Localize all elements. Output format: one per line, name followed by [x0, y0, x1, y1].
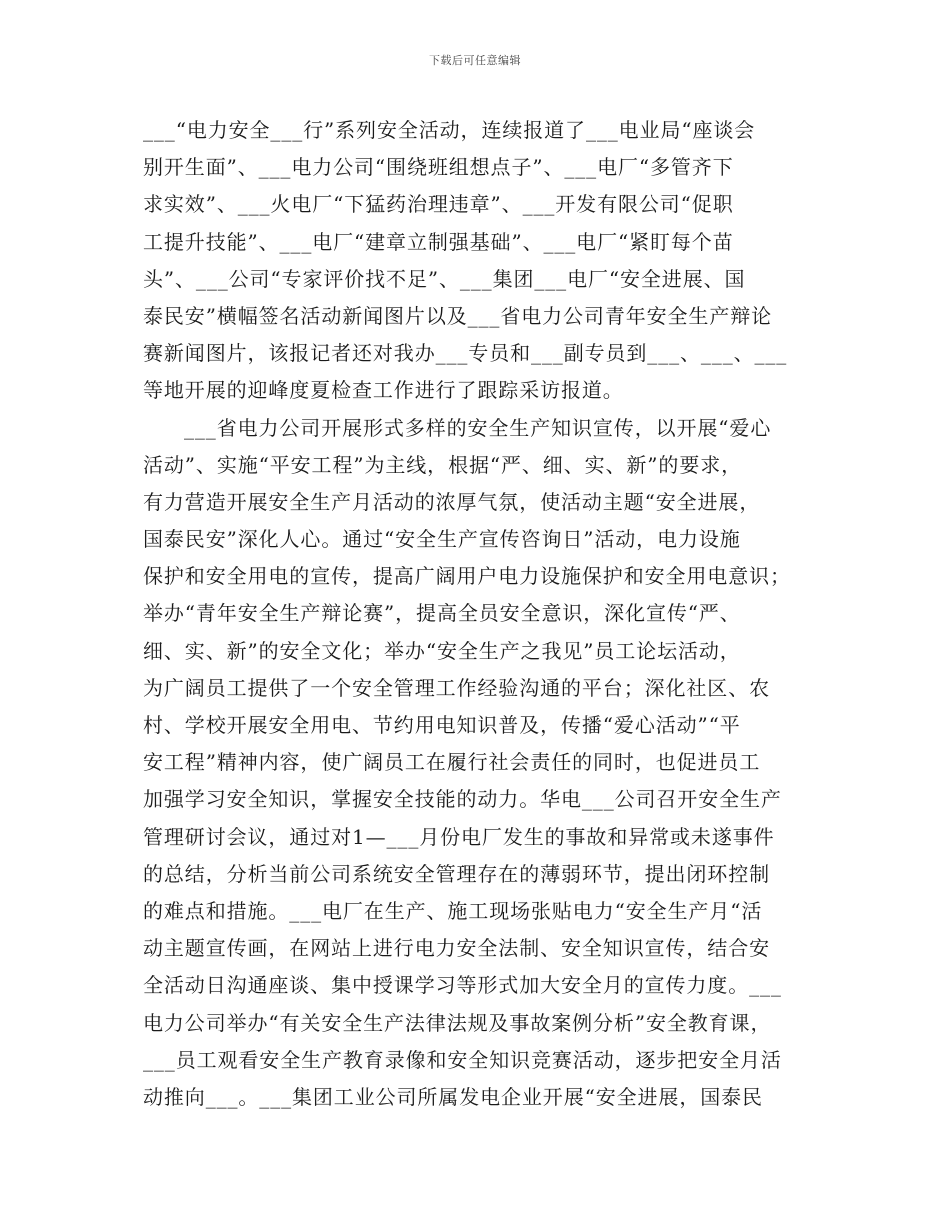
text-line: 举办“青年安全生产辩论赛”，提高全员安全意识，深化宣传“严、 [143, 601, 741, 626]
text-line: 全活动日沟通座谈、集中授课学习等形式加大安全月的宣传力度。___ [143, 973, 782, 998]
text-line: 活动”、实施“平安工程”为主线，根据“严、细、实、新”的要求， [143, 452, 743, 477]
download-note: 下载后可任意编辑 [429, 54, 521, 67]
text-line: 等地开展的迎峰度夏检查工作进行了跟踪采访报道。 [143, 378, 624, 403]
text-line: 的总结，分析当前公司系统安全管理存在的薄弱环节，提出闭环控制 [143, 861, 770, 886]
text-line: 求实效”、___火电厂“下猛药治理违章”、___开发有限公司“促职 [143, 192, 734, 217]
text-line: 管理研讨会议，通过对1—___月份电厂发生的事故和异常或未遂事件 [143, 824, 775, 849]
text-line: 赛新闻图片，该报记者还对我办___专员和___副专员到___、___、___ [143, 341, 788, 366]
text-line: ___“电力安全___行”系列安全活动，连续报道了___电业局“座谈会 [143, 118, 756, 142]
text-line: 动推向___。___集团工业公司所属发电企业开展“安全进展，国泰民 [143, 1084, 763, 1109]
text-line: 别开生面”、___电力公司“围绕班组想点子”、___电厂“多管齐下 [143, 155, 734, 180]
text-line: 头”、___公司“专家评价找不足”、___集团___电厂“安全进展、国 [143, 266, 746, 291]
text-line: 细、实、新”的安全文化；举办“安全生产之我见”员工论坛活动， [143, 638, 741, 663]
paragraph-2 [143, 410, 815, 1117]
text-line: 电力公司举办“有关安全生产法律法规及事故案例分析”安全教育课， [143, 1010, 772, 1035]
text-line: 为广阔员工提供了一个安全管理工作经验沟通的平台；深化社区、农 [143, 675, 770, 700]
document-body [143, 112, 815, 1116]
text-line: 工提升技能”、___电厂“建章立制强基础”、___电厂“紧盯每个苗 [143, 229, 734, 254]
text-line: 有力营造开展安全生产月活动的浓厚气氛，使活动主题“安全进展， [143, 489, 761, 514]
text-line: 国泰民安”深化人心。通过“安全生产宣传咨询日”活动，电力设施 [143, 527, 741, 552]
text-line: 的难点和措施。___电厂在生产、施工现场张贴电力“安全生产月“活 [143, 898, 763, 923]
text-line: ___员工观看安全生产教育录像和安全知识竞赛活动，逐步把安全月活 [143, 1047, 782, 1072]
text-line: 泰民安”横幅签名活动新闻图片以及___省电力公司青年安全生产辩论 [143, 303, 773, 328]
text-line: 动主题宣传画，在网站上进行电力安全法制、安全知识宣传，结合安 [143, 936, 770, 961]
text-line: 安工程”精神内容，使广阔员工在履行社会责任的同时，也促进员工 [143, 750, 761, 775]
text-line: 加强学习安全知识，掌握安全技能的动力。华电___公司召开安全生产 [143, 787, 782, 812]
text-line: ___省电力公司开展形式多样的安全生产知识宣传，以开展“爱心 [184, 415, 772, 440]
text-line: 保护和安全用电的宣传，提高广阔用户电力设施保护和安全用电意识； [143, 564, 791, 589]
text-line: 村、学校开展安全用电、节约用电知识普及，传播“爱心活动”“平 [143, 713, 741, 737]
paragraph-1 [143, 112, 815, 410]
